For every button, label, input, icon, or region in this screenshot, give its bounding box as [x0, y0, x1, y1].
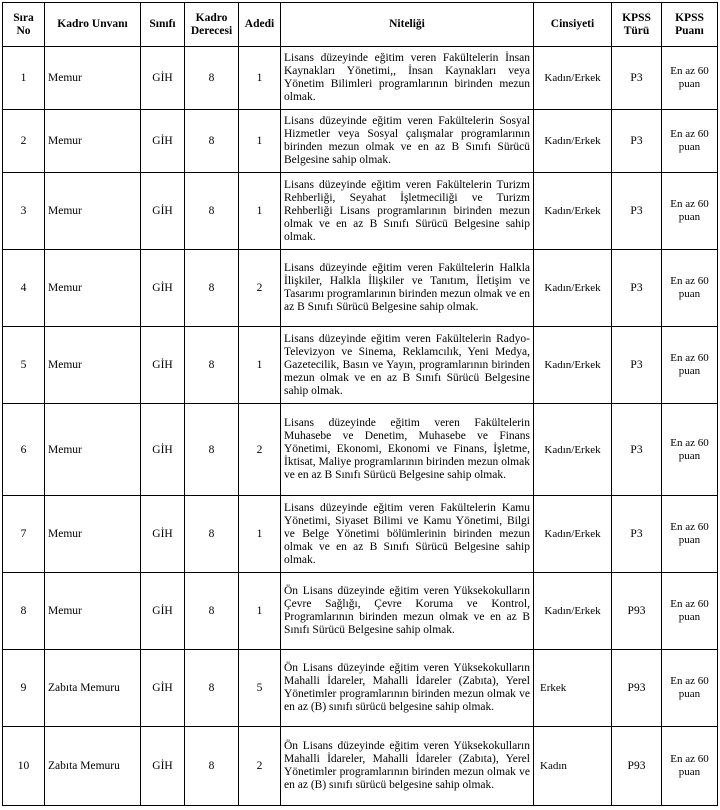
row-kadro-derecesi: 8: [185, 727, 239, 806]
row-kpss-turu: P3: [612, 496, 662, 573]
row-kadro-unvani: Memur: [45, 110, 141, 173]
row-kpss-puani: En az 60 puan: [662, 573, 718, 650]
row-kadro-derecesi: 8: [185, 47, 239, 110]
row-cinsiyeti: Kadın/Erkek: [534, 110, 612, 173]
row-kpss-puani: En az 60 puan: [662, 650, 718, 727]
table-row: [3, 573, 718, 650]
row-kadro-unvani: Zabıta Memuru: [45, 727, 141, 806]
row-niteligi: Ön Lisans düzeyinde eğitim veren Yüksekokulların Mahalli İdareler, Mahalli İdareler (Zabıta), Yerel Yönetimler programlarının birinden mezun olmak ve en az (B) sınıfı sürücü belgesine sahip olmak.: [281, 727, 534, 806]
table-row: [3, 496, 718, 573]
row-niteligi: Lisans düzeyinde eğitim veren Fakültelerin Kamu Yönetimi, Siyaset Bilimi ve Kamu Yönetimi, Bilgi ve Belge Yönetimi bölümlerinin birinden mezun olmak ve en az B Sınıfı Sürücü Belgesine sahip olmak.: [281, 496, 534, 573]
row-niteligi: Ön Lisans düzeyinde eğitim veren Yüksekokulların Çevre Sağlığı, Çevre Koruma ve Kontrol, Programlarının birinden mezun olmak ve en az B Sınıfı Sürücü Belgesine sahip olmak.: [281, 573, 534, 650]
header-adedi: Adedi: [239, 3, 281, 47]
row-adedi: 1: [239, 110, 281, 173]
row-cinsiyeti: Kadın/Erkek: [534, 404, 612, 496]
header-sinifi: Sınıfı: [141, 3, 185, 47]
row-sira: 7: [3, 496, 45, 573]
row-sinifi: GİH: [141, 173, 185, 250]
row-sira: 4: [3, 250, 45, 327]
row-sira: 1: [3, 47, 45, 110]
row-sira: 9: [3, 650, 45, 727]
row-kadro-unvani: Memur: [45, 327, 141, 404]
header-kadro-unvani: Kadro Unvanı: [45, 3, 141, 47]
row-sinifi: GİH: [141, 327, 185, 404]
row-sinifi: GİH: [141, 727, 185, 806]
row-kadro-derecesi: 8: [185, 496, 239, 573]
row-cinsiyeti: Kadın/Erkek: [534, 173, 612, 250]
row-sinifi: GİH: [141, 573, 185, 650]
row-kpss-puani: En az 60 puan: [662, 173, 718, 250]
row-kpss-turu: P93: [612, 573, 662, 650]
table-row: [3, 327, 718, 404]
row-niteligi: Lisans düzeyinde eğitim veren Fakültelerin Halkla İlişkiler, Halkla İlişkiler ve Tanıtım, İletişim ve Tasarımı programlarının birinden mezun olmak ve en az B Sınıfı Sürücü Belgesine sahip olmak.: [281, 250, 534, 327]
row-adedi: 2: [239, 404, 281, 496]
row-kadro-derecesi: 8: [185, 173, 239, 250]
row-kpss-turu: P3: [612, 110, 662, 173]
row-kadro-derecesi: 8: [185, 404, 239, 496]
row-niteligi: Lisans düzeyinde eğitim veren Fakültelerin Sosyal Hizmetler veya Sosyal çalışmalar programlarının birinden mezun olmak ve en az B Sınıfı Sürücü Belgesine sahip olmak.: [281, 110, 534, 173]
row-kadro-unvani: Memur: [45, 47, 141, 110]
row-kadro-unvani: Memur: [45, 404, 141, 496]
row-cinsiyeti: Kadın/Erkek: [534, 496, 612, 573]
row-kadro-derecesi: 8: [185, 110, 239, 173]
row-niteligi: Ön Lisans düzeyinde eğitim veren Yüksekokulların Mahalli İdareler, Mahalli İdareler (Zabıta), Yerel Yönetimler programlarının birinden mezun olmak ve en az (B) sınıfı sürücü belgesine sahip olmak.: [281, 650, 534, 727]
row-kpss-turu: P3: [612, 327, 662, 404]
row-kpss-puani: En az 60 puan: [662, 496, 718, 573]
row-kpss-turu: P3: [612, 404, 662, 496]
row-cinsiyeti: Kadın/Erkek: [534, 573, 612, 650]
row-niteligi: Lisans düzeyinde eğitim veren Fakültelerin Turizm Rehberliği, Seyahat İşletmeciliği ve Turizm Rehberliği Lisans programlarının birinden mezun olmak ve en az B Sınıfı Sürücü Belgesine sahip olmak.: [281, 173, 534, 250]
header-kpss-puani: KPSS Puanı: [662, 3, 718, 47]
row-sinifi: GİH: [141, 110, 185, 173]
row-adedi: 1: [239, 573, 281, 650]
row-kadro-unvani: Zabıta Memuru: [45, 650, 141, 727]
header-niteligi: Niteliği: [281, 3, 534, 47]
table-row: [3, 250, 718, 327]
row-niteligi: Lisans düzeyinde eğitim veren Fakültelerin Radyo-Televizyon ve Sinema, Reklamcılık, Yeni Medya, Gazetecilik, Basın ve Yayın, programlarının birinden mezun olmak ve en az B Sınıfı Sürücü Belgesine sahip olmak.: [281, 327, 534, 404]
row-sinifi: GİH: [141, 47, 185, 110]
row-kpss-puani: En az 60 puan: [662, 327, 718, 404]
row-sira: 8: [3, 573, 45, 650]
row-kpss-puani: En az 60 puan: [662, 404, 718, 496]
table-header-row: [3, 3, 718, 47]
row-kpss-turu: P93: [612, 650, 662, 727]
row-kadro-derecesi: 8: [185, 573, 239, 650]
row-kpss-puani: En az 60 puan: [662, 47, 718, 110]
row-adedi: 2: [239, 727, 281, 806]
row-kadro-derecesi: 8: [185, 650, 239, 727]
table-row: [3, 173, 718, 250]
row-cinsiyeti: Kadın/Erkek: [534, 47, 612, 110]
row-sira: 3: [3, 173, 45, 250]
row-cinsiyeti: Kadın: [534, 727, 612, 806]
header-kpss-turu: KPSS Türü: [612, 3, 662, 47]
row-kadro-unvani: Memur: [45, 250, 141, 327]
row-kadro-unvani: Memur: [45, 496, 141, 573]
row-kpss-puani: En az 60 puan: [662, 110, 718, 173]
row-sira: 5: [3, 327, 45, 404]
row-sira: 6: [3, 404, 45, 496]
row-adedi: 1: [239, 173, 281, 250]
row-niteligi: Lisans düzeyinde eğitim veren Fakültelerin İnsan Kaynakları Yönetimi,, İnsan Kaynakları veya Yönetim Bilimleri programlarının birinden mezun olmak.: [281, 47, 534, 110]
row-niteligi: Lisans düzeyinde eğitim veren Fakültelerin Muhasebe ve Denetim, Muhasebe ve Finans Yönetimi, Ekonomi, Ekonomi ve Finans, İşletme, İktisat, Maliye programlarının birinden mezun olmak ve en az B Sınıfı Sürücü Belgesine sahip olmak.: [281, 404, 534, 496]
row-kpss-puani: En az 60 puan: [662, 250, 718, 327]
table-row: [3, 727, 718, 806]
row-sinifi: GİH: [141, 650, 185, 727]
row-kadro-derecesi: 8: [185, 327, 239, 404]
row-kpss-turu: P3: [612, 47, 662, 110]
header-sira: Sıra No: [3, 3, 45, 47]
row-cinsiyeti: Kadın/Erkek: [534, 327, 612, 404]
row-adedi: 1: [239, 47, 281, 110]
row-sinifi: GİH: [141, 404, 185, 496]
row-adedi: 5: [239, 650, 281, 727]
row-kpss-turu: P93: [612, 727, 662, 806]
row-cinsiyeti: Kadın/Erkek: [534, 250, 612, 327]
row-kadro-unvani: Memur: [45, 173, 141, 250]
row-cinsiyeti: Erkek: [534, 650, 612, 727]
row-sinifi: GİH: [141, 250, 185, 327]
positions-table: [2, 2, 718, 806]
row-kpss-turu: P3: [612, 173, 662, 250]
table-row: [3, 47, 718, 110]
row-kpss-turu: P3: [612, 250, 662, 327]
row-sinifi: GİH: [141, 496, 185, 573]
table-row: [3, 404, 718, 496]
row-kadro-unvani: Memur: [45, 573, 141, 650]
table-row: [3, 110, 718, 173]
header-kadro-derecesi: Kadro Derecesi: [185, 3, 239, 47]
row-adedi: 2: [239, 250, 281, 327]
row-kpss-puani: En az 60 puan: [662, 727, 718, 806]
row-sira: 2: [3, 110, 45, 173]
row-adedi: 1: [239, 327, 281, 404]
row-kadro-derecesi: 8: [185, 250, 239, 327]
row-sira: 10: [3, 727, 45, 806]
header-cinsiyeti: Cinsiyeti: [534, 3, 612, 47]
row-adedi: 1: [239, 496, 281, 573]
table-row: [3, 650, 718, 727]
